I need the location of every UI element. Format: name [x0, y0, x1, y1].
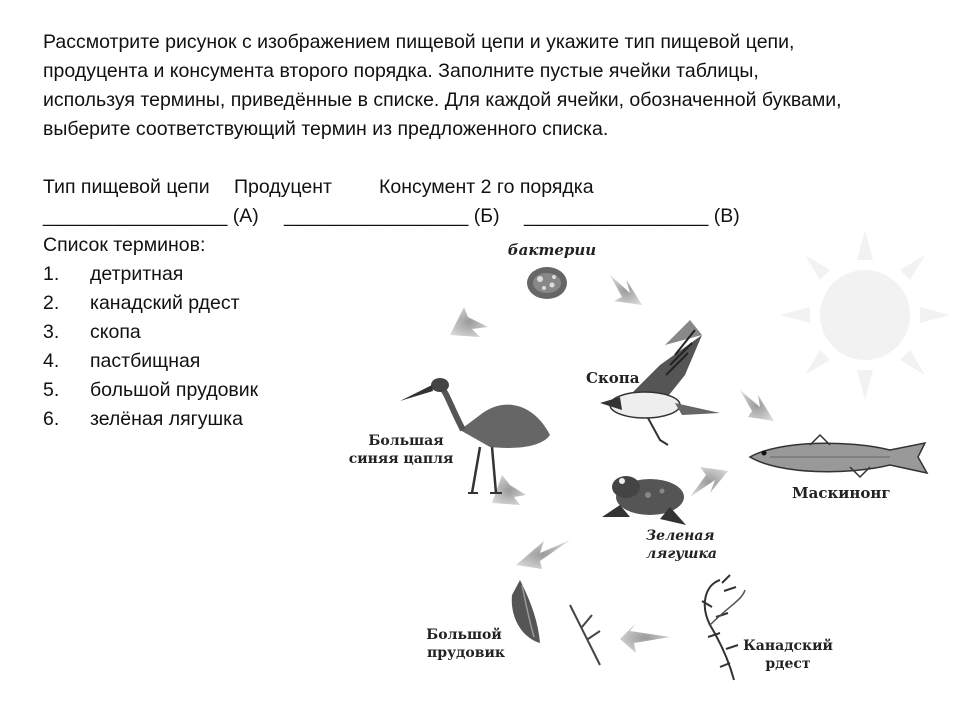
term-text: большой прудовик [90, 379, 259, 401]
term-text: скопа [90, 321, 141, 343]
arrow-icon [610, 275, 642, 305]
term-text: канадский рдест [90, 292, 240, 314]
blank-b[interactable]: _________________ (Б) [284, 205, 500, 227]
col-producer: Продуцент [234, 176, 332, 198]
task-text: Рассмотрите рисунок с изображением пищевой цепи и укажите тип пищевой цепи, продуцента и консумента второго порядка. Заполните пустые ячейки таблицы, используя термины, приведённые в списке. Для каждой ячейки, обозначенной буквами, выберите соответствующий термин из предложенного списка. [43, 31, 842, 140]
term-number: 4. [43, 350, 60, 372]
label-heron-2: синяя цапля [348, 451, 454, 467]
term-number: 5. [43, 379, 60, 401]
label-frog-2: лягушка [646, 546, 717, 562]
pike-icon [750, 435, 927, 477]
term-text: детритная [90, 263, 184, 285]
arrow-icon [450, 307, 488, 337]
flow-arrows [450, 275, 774, 653]
bacteria-icon [527, 267, 567, 299]
label-pondweed-2: рдест [765, 656, 811, 672]
terms-title: Список терминов: [43, 234, 206, 256]
label-snail-2: прудовик [427, 645, 505, 661]
label-snail-1: Большой [426, 627, 502, 643]
arrow-icon [620, 623, 670, 653]
term-number: 2. [43, 292, 60, 314]
blank-c[interactable]: _________________ (В) [524, 205, 740, 227]
arrow-icon [492, 475, 526, 505]
label-heron-1: Большая [368, 433, 444, 449]
term-number: 1. [43, 263, 60, 285]
arrow-icon [740, 390, 774, 421]
term-text: зелёная лягушка [90, 408, 243, 430]
blank-a[interactable]: _________________ (А) [43, 205, 259, 227]
label-bacteria: бактерии [507, 241, 597, 259]
col-consumer-2: Консумент 2 го порядка [379, 176, 594, 198]
col-food-chain-type: Тип пищевой цепи [43, 176, 210, 198]
food-chain-diagram [330, 235, 950, 705]
label-pike: Маскинонг [792, 484, 891, 502]
label-frog-1: Зеленая [646, 528, 715, 544]
label-pondweed-1: Канадский [743, 638, 833, 654]
label-osprey: Скопа [586, 369, 640, 387]
term-text: пастбищная [90, 350, 201, 372]
frog-icon [602, 476, 686, 525]
term-number: 3. [43, 321, 60, 343]
snail-icon [512, 580, 600, 665]
pondweed-icon [702, 575, 745, 680]
term-number: 6. [43, 408, 60, 430]
arrow-icon [690, 467, 728, 497]
arrow-icon [516, 540, 570, 569]
